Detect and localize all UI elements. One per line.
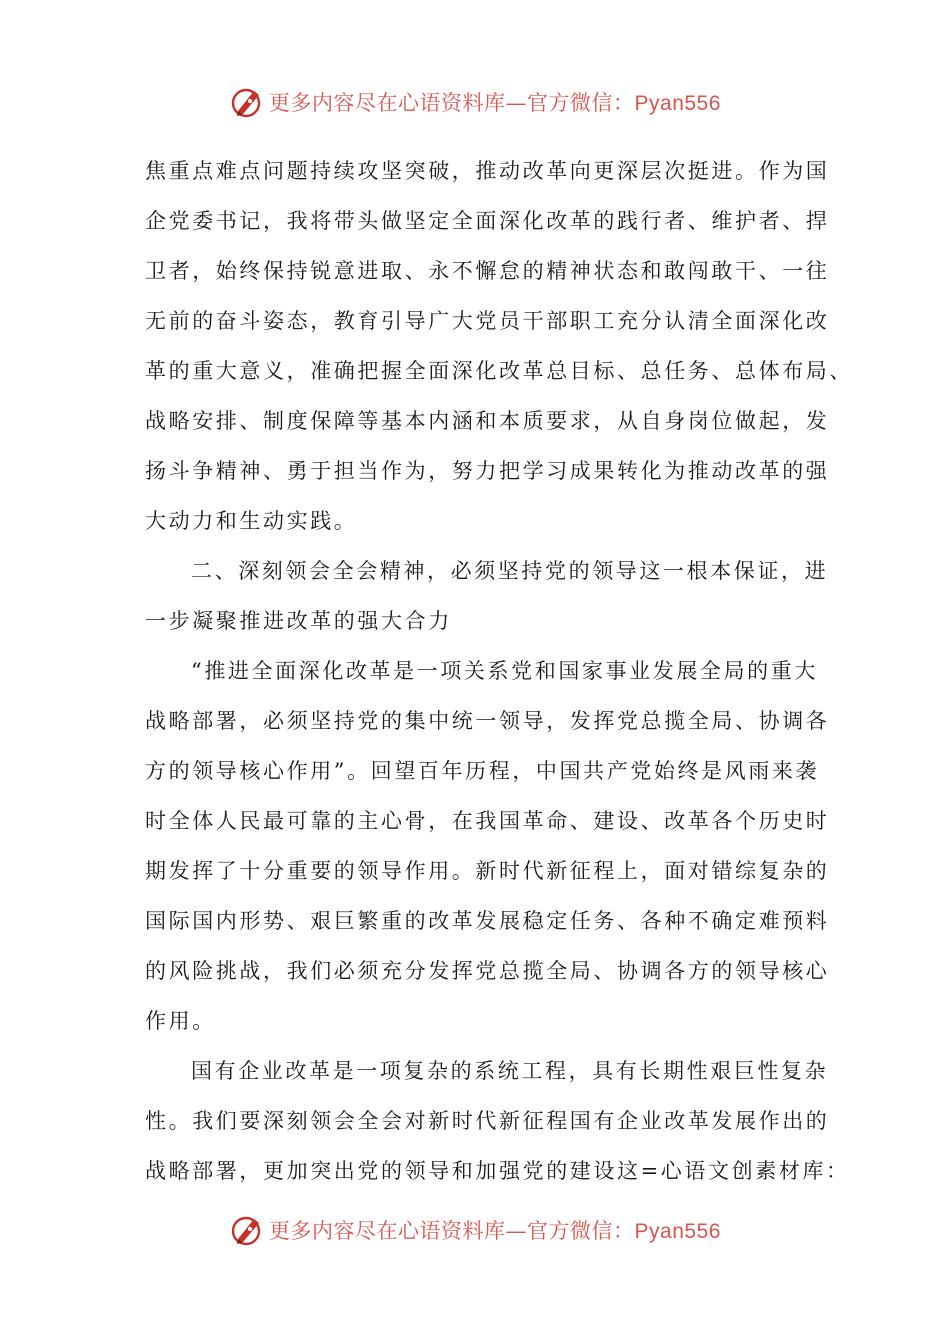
text-line: 战略部署，必须坚持党的集中统一领导，发挥党总揽全局、协调各: [145, 709, 830, 733]
text-line: 的风险挑战，我们必须充分发挥党总揽全局、协调各方的领导核心: [145, 959, 830, 983]
text-line: 无前的奋斗姿态，教育引导广大党员干部职工充分认清全面深化改: [145, 309, 830, 333]
text-line: 国际国内形势、艰巨繁重的改革发展稳定任务、各种不确定难预料: [145, 909, 830, 933]
text-line: 期发挥了十分重要的领导作用。新时代新征程上，面对错综复杂的: [145, 859, 830, 883]
text-line: 革的重大意义，准确把握全面深化改革总目标、总任务、总体布局、: [145, 359, 853, 383]
text-line: 作用。: [145, 1009, 216, 1033]
text-line: 大动力和生动实践。: [145, 509, 358, 533]
text-line: 国有企业改革是一项复杂的系统工程，具有长期性艰巨性复杂: [191, 1059, 829, 1083]
section-heading-line: 二、深刻领会全会精神，必须坚持党的领导这一根本保证，进: [191, 559, 829, 583]
footer-watermark-label: 更多内容尽在心语资料库—官方微信：: [269, 1219, 635, 1243]
header-wechat-id: Pyan556: [634, 92, 721, 115]
text-line: “推进全面深化改革是一项关系党和国家事业发展全局的重大: [191, 659, 818, 683]
footer-watermark: [0, 1208, 950, 1252]
text-line: 焦重点难点问题持续攻坚突破，推动改革向更深层次挺进。作为国: [145, 159, 830, 183]
pen-logo-icon: [229, 1212, 265, 1248]
text-line: 时全体人民最可靠的主心骨，在我国革命、建设、改革各个历史时: [145, 809, 830, 833]
section-heading-line: 一步凝聚推进改革的强大合力: [145, 609, 452, 633]
footer-wechat-id: Pyan556: [634, 1220, 721, 1243]
text-line: 方的领导核心作用”。回望百年历程，中国共产党始终是风雨来袭: [145, 759, 820, 783]
text-line: 扬斗争精神、勇于担当作为，努力把学习成果转化为推动改革的强: [145, 459, 830, 483]
text-line: 性。我们要深刻领会全会对新时代新征程国有企业改革发展作出的: [145, 1109, 830, 1133]
text-line: 卫者，始终保持锐意进取、永不懈怠的精神状态和敢闯敢干、一往: [145, 259, 830, 283]
text-line: 战略安排、制度保障等基本内涵和本质要求，从自身岗位做起，发: [145, 409, 830, 433]
header-watermark-text: [269, 87, 721, 117]
header-watermark-label: 更多内容尽在心语资料库—官方微信：: [269, 91, 635, 115]
footer-watermark-text: [269, 1215, 721, 1245]
document-body: [145, 146, 853, 1196]
pen-logo-icon: [229, 84, 265, 120]
text-line: 企党委书记，我将带头做坚定全面深化改革的践行者、维护者、捍: [145, 209, 830, 233]
text-line: 战略部署，更加突出党的领导和加强党的建设这=心语文创素材库：: [145, 1159, 850, 1183]
header-watermark: [0, 80, 950, 124]
